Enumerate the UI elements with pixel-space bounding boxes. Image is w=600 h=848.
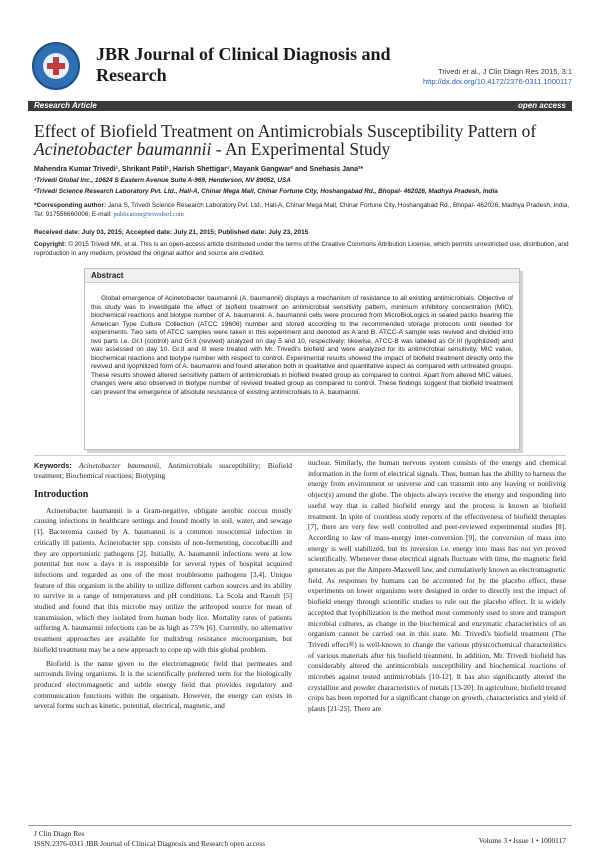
footer-left: [34, 829, 265, 848]
intro-paragraph-1: Acinetobacter baumannii is a Gram-negative, obligate aerobic coccus mostly causing infections in healthcare settings and found mostly in soil, water, and sewage [1]. Bacteremia caused by A. baumannii is a common nosocomial infection in critically ill patients. Acinetobacter spp. consists of non-fermenting, coccobacilli and they are opportunistic pathogens [2]. Initially, A. baumannii infections were at low potential but now a days it is responsible for several types of hospital acquired infections and regarded as one of the most troublesome pathogens [3,4]. Unique feature of this organism is the ability to utilize different carbon sources and its ability to survive in a range of temperatures and pH conditions. La Scola and Raoult [5] studied and found that this microbe may utilize the arthropod source for mean of transmission, which they isolated from human body lice. Mortality rates of patients suffering A. baumannii infections can be as high as 75% [6]. Currently, no alternative treatment approaches are available for multidrug resistance microorganism, but biofield treatment may be a new approach to cope up with this global problem.: [34, 505, 292, 654]
copyright-text: © 2015 Trivedi MK, et al. This is an open-access article distributed under the terms of the Creative Commons Attribution License, which permits unrestricted use, distribution, and reproduction in any medium, provided the original author and source are credited.: [34, 241, 569, 257]
section-divider: [34, 455, 566, 456]
footer-divider: [28, 825, 572, 826]
corresponding-author: [34, 201, 574, 219]
keywords-organism: Acinetobacter baumannii: [78, 461, 160, 470]
journal-title: JBR Journal of Clinical Diagnosis and Research: [96, 44, 391, 85]
corresponding-email-link[interactable]: publication@trivedisrl.com: [113, 211, 184, 218]
logo-cross-horizontal: [47, 63, 65, 69]
footer-issn: ISSN:2376-0311 JBR Journal of Clinical Diagnosis and Research open access: [34, 838, 266, 848]
abstract-box: [84, 268, 520, 450]
right-paragraph-1: nuclear. Similarly, the human nervous system consists of the energy and chemical information in the form of electrical signals. Thus, human has the ability to harness the energy from environment or universe and can transmit into any leaving or nonliving object(s) around the globe. The objects always receive the energy and responding into useful way that is called biofield energy and the process is known as biofield treatment. In spite of countless study reports of the effectiveness of biofield therapies [7], there are very few well controlled and peer-reviewed experimental studies [8]. According to law of mass-energy inter-conversion [9], the conversion of mass into energy is well stabilized, but its inversion i.e. energy into mass has not yet proved scientifically. Whenever these electrical signals fluctuate with time, the magnetic field generates as per the Ampere-Maxwell law, and cumulatively known as electromagnetic field. As responses by humans can be accounted for by the placebo effect, these experiments on lower organisms were designed in order to directly test the impact of biofield energy through scientific studies to rule out the placebo effect. It is widely accepted that lyophilization is the method most commonly used to store and transport microbial cultures, as change in the biochemical and enzymatic characteristics of an organism cannot be carried out in this state. Mr. Trivedi's biofield treatment (The Trivedi effect®) is well-known to change the various physicochemical characteristics of various materials after his biofield treatment. In addition, Mr. Trivedi biofield has considerably altered the antimicrobials susceptibility and biochemical reactions of microbes against tested antimicrobials [10-12]. It has also significantly altered the crystalline and powder characteristics of metals [13-20]. In agriculture, biofield treated crops has been reported for a significant change on growth, characteristics and yield of plants [21-25]. There are: [308, 458, 566, 714]
citation-block: [423, 67, 572, 87]
article-title-rest: - An Experimental Study: [211, 139, 391, 159]
corresponding-label: *Corresponding author:: [34, 202, 107, 209]
article-title-line1: Effect of Biofield Treatment on Antimicrobials Susceptibility Pattern of: [34, 121, 537, 141]
article-title-organism: Acinetobacter baumannii: [34, 139, 212, 159]
section-bar: [28, 101, 572, 111]
keywords: [34, 461, 292, 481]
intro-paragraph-2: Biofield is the name given to the electromagnetic field that permeates and surrounds living organisms. It is the scientifically preferred term for the biologically produced electromagnetic and subtle energy field that provides regulatory and communication functions within the organism. However, the energy can exists in several forms such as kinetic, potential, electrical, magnetic, and: [34, 658, 292, 711]
keywords-rest: , Antimicrobials susceptibility; Biofield treatment; Biochemical reactions; Biotyping: [34, 461, 292, 480]
keywords-label: Keywords:: [34, 461, 72, 470]
author-list: Mahendra Kumar Trivedi¹, Shrikant Patil¹, Harish Shettigar¹, Mayank Gangwar² and Snehasis Jana²*: [34, 166, 364, 173]
right-column: [308, 458, 566, 715]
left-column: [34, 461, 292, 715]
affiliation-2: ²Trivedi Science Research Laboratory Pvt. Ltd., Hall-A, Chinar Mega Mall, Chinar Fortune City, Hoshangabad Rd., Bhopal- 462026, Madhya Pradesh, India: [34, 188, 498, 195]
corresponding-text: Jana S, Trivedi Science Research Laboratory Pvt. Ltd., Hall-A, Chinar Mega Mall, Chinar Fortune City, Hoshangabad Rd., Bhopal- 462026, Madhya Pradesh, India, Tel: 917556660006; E-mail:: [34, 202, 570, 218]
citation-line: Trivedi et al., J Clin Diagn Res 2015, 3:1: [438, 67, 572, 76]
introduction-heading: Introduction: [34, 489, 89, 500]
affiliation-1: ¹Trivedi Global Inc., 10624 S Eastern Avenue Suite A-969, Henderson, NV 89052, USA: [34, 177, 291, 184]
copyright-label: Copyright:: [34, 241, 67, 248]
footer-journal-short: J Clin Diagn Res: [34, 829, 85, 838]
article-dates: Received date: July 03, 2015; Accepted date: July 21, 2015; Published date: July 23, 2015: [34, 229, 309, 236]
open-access-label: open access: [517, 101, 566, 110]
abstract-text: Global emergence of Acinetobacter baumannii (A. baumannii) displays a mechanism of resistance to all existing antimicrobials. Objective of this study was to investigate the effect of biofield treatment on antimicrobial sensitivity pattern, minimum inhibitory concentration (MIC), biochemical reactions and biotype number of A. baumannii. A. baumannii cells were procured from MicroBioLogics in sealed packs bearing the American Type Culture Collection (ATCC 19606) number and stored according to the recommended storage protocols until needed for experiments. Two sets of ATCC samples were taken in this experiment and denoted as A and B. ATCC-A sample was revived and divided into two parts i.e. Gr.I (control) and Gr.II (revived) analyzed on day 5 and 10, respectively; likewise, ATCC-B was labeled as Gr.III (lyophilized) and was assessed on day 10. Gr.II and III were treated with Mr. Trivedi's biofield and were analyzed for its antimicrobial sensitivity, MIC value, biochemical reactions and biotype number with respect to control. Experimental results showed the impact of biofield treatment directly onto the revived and lyophilized form of A. baumannii and found alteration both in qualitative and quantitative aspect as compared with untreated groups. These results showed altered sensitivity pattern of antimicrobials in biofield treated group as compared to control. Apart from altered MIC values, changes were also observed in biotype number of revived treated group as compared to control. These findings suggest that biofield treatment can prevent the emergence of absolute resistance of existing antimicrobials to A. baumannii.: [91, 295, 513, 397]
author-block: [34, 165, 574, 196]
doi-link[interactable]: http://dx.doi.org/10.4172/2376-0311.1000117: [422, 77, 572, 86]
copyright-notice: [34, 241, 574, 258]
abstract-heading: Abstract: [85, 269, 519, 283]
footer-volume: Volume 3 • Issue 1 • 1000117: [478, 836, 566, 845]
journal-logo-icon: [32, 42, 80, 90]
article-title: [34, 122, 574, 158]
article-type-label: Research Article: [34, 101, 97, 110]
